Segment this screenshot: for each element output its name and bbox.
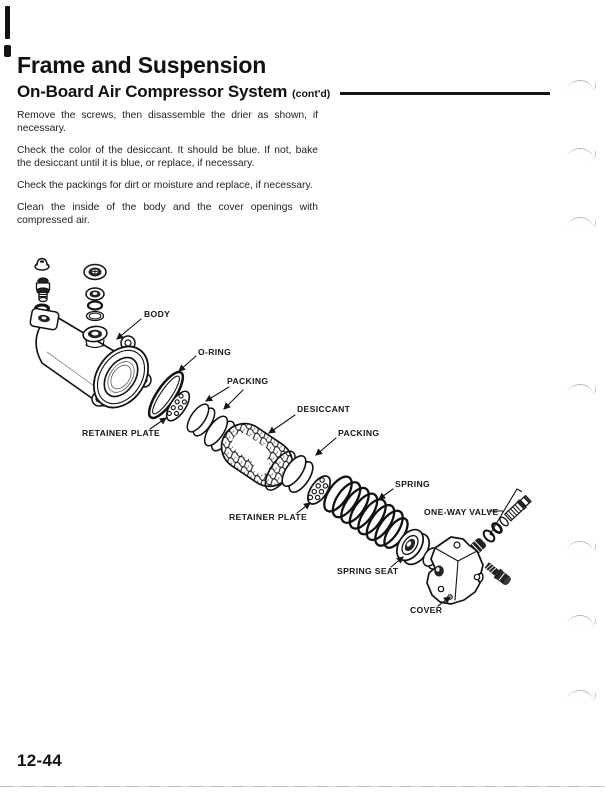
scan-artifact-bar [5,6,10,39]
part-label-retainer-plate-1: RETAINER PLATE [82,428,161,438]
flanged-cap-part [84,265,106,280]
part-label-spring: SPRING [395,479,431,489]
scan-artifact-curl [567,79,595,93]
instruction-paragraph: Clean the inside of the body and the cover openings with compressed air. [17,202,318,226]
instructions [17,109,318,236]
part-label-body: BODY [144,309,171,319]
part-label-packing-1: PACKING [227,376,269,386]
thin-ring-part [87,312,104,321]
section-rule [340,92,550,95]
section-contd-note: (cont'd) [292,88,331,100]
bottom-rule [0,786,605,787]
scan-artifact-curl [567,689,595,703]
part-label-cover: COVER [410,605,443,615]
page-number: 12-44 [17,751,62,770]
seal-ring-part [86,288,104,300]
body-part [30,308,160,418]
plain-ring-part [88,302,102,310]
part-label-desiccant: DESICCANT [297,404,351,414]
screw-part [483,561,512,587]
scan-artifact-curl [567,147,595,161]
cap-nut-part [35,259,49,271]
scan-artifact-blob [4,45,11,57]
page-title: Frame and Suspension [17,52,267,78]
part-label-packing-2: PACKING [338,428,380,438]
exploded-diagram [0,250,605,670]
part-label-retainer-plate-2: RETAINER PLATE [229,512,308,522]
valve-fitting-part [37,278,50,302]
instruction-paragraph: Check the color of the desiccant. It should be blue. If not, bake the desiccant until it is blue, or replace, if necessary. [17,145,318,169]
instruction-paragraph: Remove the screws, then disassemble the drier as shown, if necessary. [17,110,318,134]
section-header [17,82,550,102]
instruction-paragraph: Check the packings for dirt or moisture and replace, if necessary. [17,180,313,191]
part-label-o-ring: O-RING [198,347,232,357]
one-way-valve-part [469,489,532,555]
part-label-one-way-valve: ONE-WAY VALVE [424,507,499,517]
section-title: On-Board Air Compressor System [17,82,288,101]
part-label-spring-seat: SPRING SEAT [337,566,399,576]
scan-artifact-curl [567,216,595,230]
